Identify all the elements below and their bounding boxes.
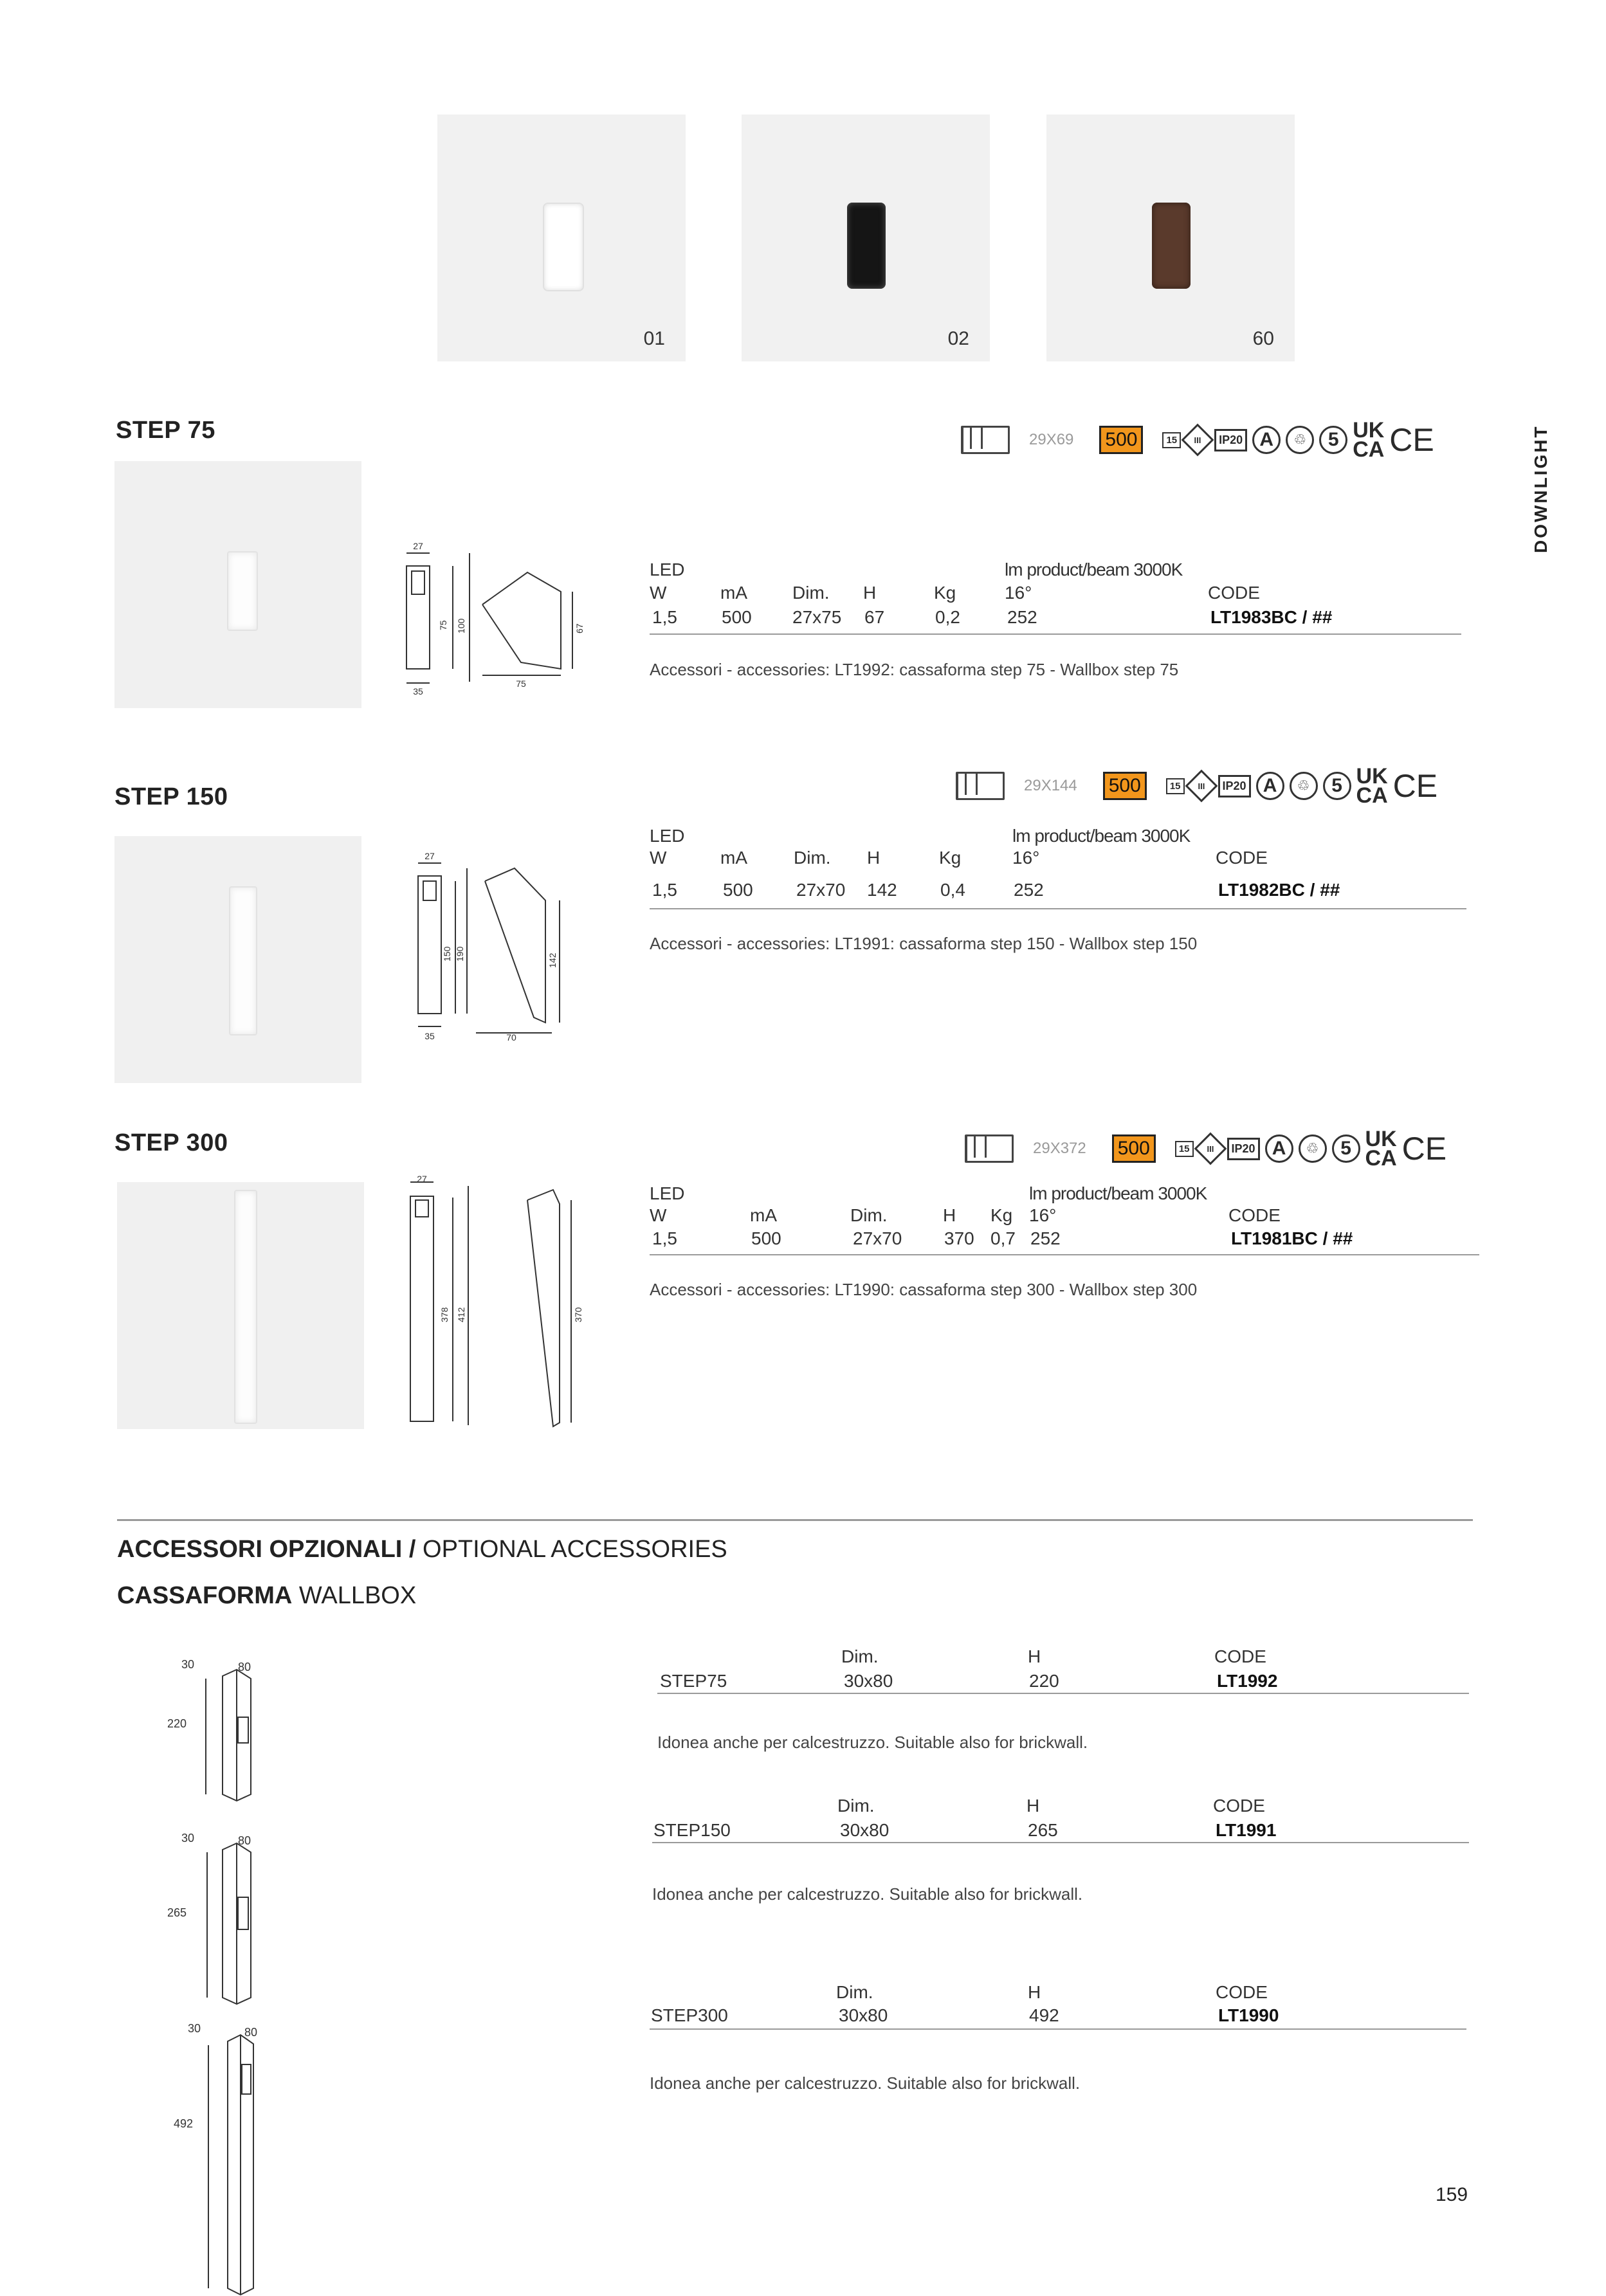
- page-number: 159: [1436, 2184, 1468, 2205]
- subheading-light: WALLBOX: [292, 1582, 417, 1609]
- fixture-black: [847, 203, 886, 289]
- product-image: [117, 1182, 364, 1429]
- header-code: CODE: [1213, 1796, 1265, 1816]
- class-iii-icon: III: [1182, 424, 1214, 457]
- cell-code: LT1982BC / ##: [1218, 880, 1340, 900]
- header-h: H: [1027, 1796, 1040, 1816]
- wallbox-note: Idonea anche per calcestruzzo. Suitable also for brickwall.: [650, 2073, 1081, 2093]
- cell-kg: 0,2: [935, 607, 960, 627]
- beam-angle-icon: 15: [1175, 1141, 1194, 1157]
- ce-mark-icon: CE: [1392, 768, 1438, 804]
- cell-dim: 30x80: [840, 1820, 890, 1840]
- header-code: CODE: [1216, 848, 1268, 868]
- class-iii-icon: III: [1194, 1133, 1227, 1165]
- wallbox-drawing: [167, 1827, 283, 2007]
- product-title: STEP 300: [114, 1129, 228, 1156]
- header-beam: 16°: [1012, 848, 1040, 868]
- header-dim: Dim.: [836, 1982, 873, 2002]
- dim-label: 80: [244, 2026, 258, 2039]
- header-lm: lm product/beam 3000K: [1029, 1183, 1207, 1203]
- subheading-bold: CASSAFORMA: [117, 1582, 293, 1609]
- header-ma: mA: [720, 848, 747, 868]
- product-title: STEP 75: [116, 417, 215, 444]
- section-heading: [117, 1536, 727, 1563]
- header-h: H: [867, 848, 881, 868]
- dim-label: 27: [417, 1174, 427, 1184]
- cutout-dim: 29X372: [1033, 1140, 1086, 1157]
- table-rule: [650, 633, 1461, 635]
- dim-label: 80: [238, 1834, 251, 1847]
- dim-label: 30: [181, 1832, 195, 1845]
- dim-label: 370: [573, 1307, 583, 1322]
- fixture-image: [234, 1190, 257, 1424]
- cell-code: LT1981BC / ##: [1231, 1228, 1353, 1248]
- cell-name: STEP75: [660, 1671, 727, 1691]
- cell-h: 67: [864, 607, 885, 627]
- header-h: H: [1028, 1982, 1041, 2002]
- cell-name: STEP300: [651, 2005, 728, 2025]
- cell-code: LT1990: [1218, 2005, 1279, 2025]
- header-led: LED: [650, 826, 685, 846]
- product-image: [114, 836, 361, 1083]
- dim-label: 100: [456, 618, 466, 633]
- dim-label: 35: [424, 1031, 435, 1041]
- header-dim: Dim.: [841, 1646, 879, 1666]
- cell-dim: 27x70: [796, 880, 846, 900]
- cell-dim: 30x80: [844, 1671, 893, 1691]
- fixture-white: [543, 203, 584, 291]
- section-divider: [117, 1519, 1473, 1521]
- header-dim: Dim.: [792, 583, 830, 603]
- dim-label: 190: [455, 946, 465, 961]
- dim-label: 27: [413, 541, 423, 551]
- cell-code: LT1992: [1217, 1671, 1278, 1691]
- table-rule: [650, 2028, 1466, 2030]
- dim-label: 75: [438, 620, 448, 630]
- ce-mark-icon: CE: [1389, 422, 1434, 458]
- icon-row: [961, 418, 1439, 462]
- cell-dim: 27x75: [792, 607, 842, 627]
- current-badge: 500: [1112, 1134, 1156, 1163]
- header-led: LED: [650, 1183, 685, 1203]
- ukca-icon: UK CA: [1356, 764, 1388, 808]
- table-rule: [650, 1254, 1479, 1255]
- header-code: CODE: [1214, 1646, 1266, 1666]
- dim-label: 412: [456, 1307, 466, 1322]
- cell-h: 220: [1029, 1671, 1059, 1691]
- cutout-dim: 29X144: [1024, 777, 1077, 794]
- fixture-brown: [1152, 203, 1191, 289]
- ukca-icon: UK CA: [1353, 418, 1385, 462]
- cell-kg: 0,4: [940, 880, 965, 900]
- section-subheading: [117, 1582, 416, 1610]
- class-iii-icon: III: [1185, 770, 1218, 803]
- dim-label: 30: [181, 1658, 195, 1671]
- dim-label: 142: [547, 952, 558, 968]
- accessories-note: Accessori - accessories: LT1990: cassaforma step 300 - Wallbox step 300: [650, 1280, 1198, 1299]
- recessed-bracket-icon: [965, 1134, 1014, 1163]
- header-led: LED: [650, 560, 685, 579]
- recessed-bracket-icon: [956, 772, 1005, 800]
- heading-light: OPTIONAL ACCESSORIES: [415, 1536, 727, 1563]
- recycle-icon: ♲: [1290, 772, 1318, 800]
- cell-dim: 27x70: [853, 1228, 902, 1248]
- a-circle-icon: A: [1256, 772, 1284, 800]
- cell-lm: 252: [1030, 1228, 1061, 1248]
- dim-label: 75: [516, 679, 526, 689]
- table-rule: [652, 1842, 1469, 1843]
- current-badge: 500: [1099, 426, 1143, 454]
- icon-row: [965, 1127, 1452, 1171]
- finish-code: 02: [947, 328, 969, 349]
- number-five-icon: 5: [1332, 1134, 1360, 1163]
- cell-ma: 500: [722, 607, 752, 627]
- cell-h: 370: [944, 1228, 974, 1248]
- header-h: H: [1028, 1646, 1041, 1666]
- header-dim: Dim.: [837, 1796, 875, 1816]
- dim-label: 378: [439, 1307, 450, 1322]
- cell-code: LT1991: [1216, 1820, 1277, 1840]
- header-dim: Dim.: [850, 1205, 888, 1225]
- dim-label: 265: [167, 1906, 187, 1919]
- header-code: CODE: [1208, 583, 1260, 603]
- dim-label: 150: [442, 946, 452, 961]
- recessed-bracket-icon: [961, 426, 1010, 454]
- header-w: W: [650, 848, 667, 868]
- side-label: DOWNLIGHT: [1531, 424, 1551, 553]
- header-lm: lm product/beam 3000K: [1012, 826, 1191, 846]
- cell-lm: 252: [1007, 607, 1037, 627]
- cell-h: 492: [1029, 2005, 1059, 2025]
- accessories-note: Accessori - accessories: LT1992: cassaforma step 75 - Wallbox step 75: [650, 660, 1179, 679]
- icon-row: [956, 764, 1443, 808]
- wallbox-drawing: [174, 2013, 289, 2296]
- dim-label: 492: [174, 2117, 194, 2130]
- table-rule: [650, 908, 1466, 909]
- ce-mark-icon: CE: [1401, 1131, 1447, 1167]
- accessories-note: Accessori - accessories: LT1991: cassaforma step 150 - Wallbox step 150: [650, 934, 1198, 953]
- dim-label: 70: [506, 1032, 516, 1042]
- dim-label: 80: [238, 1661, 251, 1673]
- cell-w: 1,5: [652, 880, 677, 900]
- header-code: CODE: [1216, 1982, 1268, 2002]
- number-five-icon: 5: [1319, 426, 1347, 454]
- header-kg: Kg: [934, 583, 956, 603]
- ukca-icon: UK CA: [1365, 1127, 1397, 1171]
- cell-ma: 500: [723, 880, 753, 900]
- cell-name: STEP150: [653, 1820, 731, 1840]
- technical-drawing: [405, 849, 598, 1042]
- header-ma: mA: [720, 583, 747, 603]
- finish-code: 01: [643, 328, 665, 349]
- header-w: W: [650, 583, 667, 603]
- ip20-icon: IP20: [1218, 775, 1251, 797]
- wallbox-note: Idonea anche per calcestruzzo. Suitable also for brickwall.: [657, 1733, 1088, 1752]
- header-kg: Kg: [990, 1205, 1013, 1225]
- cell-h: 142: [867, 880, 897, 900]
- header-h: H: [943, 1205, 956, 1225]
- cell-ma: 500: [751, 1228, 781, 1248]
- dim-label: 35: [413, 686, 423, 697]
- header-code: CODE: [1228, 1205, 1281, 1225]
- a-circle-icon: A: [1252, 426, 1281, 454]
- header-lm: lm product/beam 3000K: [1005, 560, 1183, 579]
- beam-angle-icon: 15: [1166, 778, 1185, 794]
- table-rule: [657, 1693, 1469, 1694]
- dim-label: 30: [188, 2022, 201, 2035]
- finish-swatch-white: [437, 114, 686, 361]
- header-ma: mA: [750, 1205, 777, 1225]
- header-beam: 16°: [1005, 583, 1032, 603]
- cell-w: 1,5: [652, 607, 677, 627]
- recycle-icon: ♲: [1299, 1134, 1327, 1163]
- fixture-image: [229, 886, 257, 1035]
- number-five-icon: 5: [1323, 772, 1351, 800]
- technical-drawing: [392, 534, 598, 701]
- product-title: STEP 150: [114, 783, 228, 810]
- header-kg: Kg: [939, 848, 962, 868]
- wallbox-drawing: [167, 1653, 283, 1820]
- heading-bold: ACCESSORI OPZIONALI /: [117, 1536, 416, 1563]
- header-w: W: [650, 1205, 667, 1225]
- recycle-icon: ♲: [1286, 426, 1314, 454]
- cell-w: 1,5: [652, 1228, 677, 1248]
- technical-drawing: [399, 1174, 605, 1432]
- ip20-icon: IP20: [1227, 1138, 1260, 1160]
- cell-dim: 30x80: [839, 2005, 888, 2025]
- cell-h: 265: [1028, 1820, 1058, 1840]
- cell-lm: 252: [1014, 880, 1044, 900]
- header-dim: Dim.: [794, 848, 831, 868]
- current-badge: 500: [1103, 772, 1147, 800]
- cell-kg: 0,7: [990, 1228, 1016, 1248]
- cutout-dim: 29X69: [1029, 431, 1074, 448]
- beam-angle-icon: 15: [1162, 432, 1181, 448]
- product-image: [114, 461, 361, 708]
- ip20-icon: IP20: [1214, 429, 1247, 451]
- dim-label: 27: [424, 851, 435, 861]
- finish-swatch-brown: [1046, 114, 1295, 361]
- dim-label: 67: [574, 623, 585, 633]
- finish-swatch-black: [742, 114, 990, 361]
- header-h: H: [863, 583, 877, 603]
- a-circle-icon: A: [1265, 1134, 1293, 1163]
- finish-code: 60: [1252, 328, 1274, 349]
- wallbox-note: Idonea anche per calcestruzzo. Suitable also for brickwall.: [652, 1884, 1083, 1904]
- header-beam: 16°: [1029, 1205, 1057, 1225]
- dim-label: 220: [167, 1717, 187, 1730]
- fixture-image: [227, 551, 258, 631]
- cell-code: LT1983BC / ##: [1210, 607, 1333, 627]
